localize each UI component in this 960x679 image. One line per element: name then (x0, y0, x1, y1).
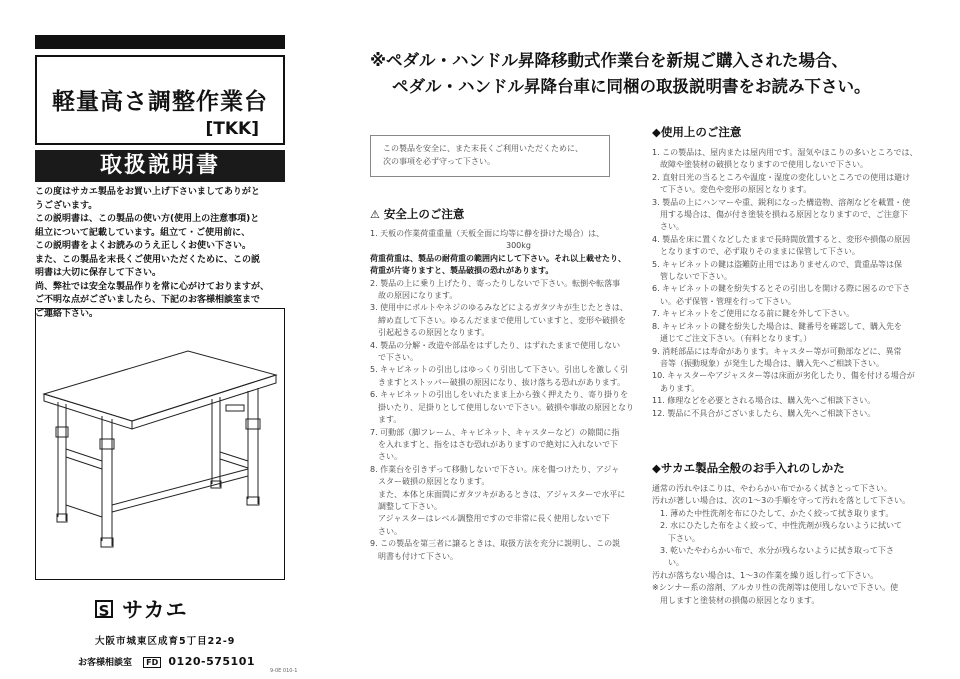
list-item: 4. 製品を床に置くなどしたままで長時間放置すると、変形や損傷の原因 (652, 234, 911, 244)
list-item: さい。 (652, 222, 684, 232)
list-item: 1. 天板の作業荷重重量（天板全面に均等に静を掛けた場合）は、 (370, 229, 605, 238)
list-item: 8. 作業台を引きずって移動しないで下さい。床を傷つけたり、アジャ (370, 464, 620, 474)
list-item: 故の原因になります。 (370, 291, 458, 301)
title-box (35, 55, 285, 145)
list-item: 2. 製品の上に乗り上げたり、寄ったりしないで下さい。転倒や転落事 (370, 278, 621, 288)
list-item: 荷重荷重は、製品の耐荷重の範囲内にして下さい。それ以上載せたり、 (370, 253, 626, 263)
intro-line: ご連絡下さい。 (35, 308, 99, 319)
list-item: 6. キャビネットの引出しをいれたまま上から強く押えたり、寄り掛りを (370, 390, 629, 400)
list-item: 300kg (370, 241, 531, 251)
list-item: 管しないで下さい。 (652, 272, 732, 282)
list-item: となりますので、必ず取りそのままに保管して下さい。 (652, 247, 860, 257)
note-line: 次の事項を必ず守って下さい。 (383, 157, 495, 166)
intro-line: 尚、弊社では安全な製品作りを常に心がけておりますが、 (35, 281, 270, 292)
list-item: 4. 製品の分解・改造や部品をはずしたり、はずれたままで使用しない (370, 340, 621, 350)
note-box (370, 135, 610, 177)
product-title: 軽量高さ調整作業台 (52, 89, 268, 115)
list-item: を入れますと、指をはさむ恐れがありますので絶対に入れないで下 (370, 439, 618, 449)
list-item: 音等（振動現象）が発生した場合は、購入先へご相談下さい。 (652, 358, 884, 368)
notice-line: ペダル・ハンドル昇降台車に同梱の取扱説明書をお読み下さい。 (392, 77, 871, 96)
list-item: 12. 製品に不具合がございましたら、購入先へご相談下さい。 (652, 408, 876, 418)
list-item: 11. 修理などを必要とされる場合は、購入先へご相談下さい。 (652, 396, 876, 406)
list-item: 1. この製品は、屋内または屋内用です。湿気やほこりの多いところでは、 (652, 148, 918, 157)
list-item: 下さい。 (652, 533, 700, 543)
intro-line: この説明書をよくお読みのうえ正しくお使い下さい。 (35, 241, 252, 251)
list-item: また、本体と床面間にガタツキがあるときは、アジャスターで水平に (370, 489, 626, 499)
list-item: 2. 直射日光の当るところや温度・湿度の変化しいところでの使用は避け (652, 172, 911, 182)
intro-line: この説明書は、この製品の使い方(使用上の注意事項)と (35, 214, 260, 224)
company-address: 大阪市城東区成育5丁目22-9 (95, 636, 236, 647)
list-item: 5. キャビネットの鍵は盗難防止用ではありませんので、貴重品等は保 (652, 259, 903, 269)
list-item: 荷重が片寄りますと、製品破損の恐れがあります。 (370, 266, 554, 276)
workbench-drawing (36, 309, 283, 578)
care-list (652, 483, 922, 607)
list-item: い。必ず保管・管理を行って下さい。 (652, 296, 796, 306)
list-item: 7. 可動部（脚フレーム、キャビネット、キャスターなど）の隙間に指 (370, 427, 620, 437)
safety-list (370, 228, 635, 563)
list-item: 用する場合は、傷が付き塗装を損ねる原因となりますので、ご注意下 (652, 210, 908, 220)
note-line: この製品を安全に、また末長くご利用いただくために、 (383, 144, 583, 153)
warning-icon: ⚠ (370, 208, 380, 221)
list-item: 用しますと塗装材の損傷の原因となります。 (652, 595, 820, 605)
product-model: [TKK] (205, 119, 259, 139)
intro-text (35, 186, 285, 321)
list-item: 故障や塗装材の破損となりますので使用しないで下さい。 (652, 160, 868, 170)
list-item: 10. キャスターやアジャスター等は床面が劣化したり、傷を付ける場合が (652, 371, 915, 381)
list-item: 3. 製品の上にハンマーや重、鋭利になった構造物、溶剤などを載置・使 (652, 197, 911, 207)
list-item: 締め直して下さい。ゆるんだままで使用していますと、変形や破損を (370, 315, 626, 325)
list-item: あります。 (652, 383, 700, 393)
list-item: 5. キャビネットの引出しはゆっくり引出して下さい。引出しを激しく引 (370, 365, 629, 375)
list-item: アジャスターはレベル調整用ですので非常に長く使用しないで下 (370, 514, 610, 524)
document-code: 9-0E 010-1 (270, 668, 298, 674)
list-item: 9. 消耗部品には寿命があります。キャスター等が可動部などに、異常 (652, 346, 902, 356)
intro-line: うございます。 (35, 200, 98, 211)
intro-line: この度はサカエ製品をお買い上げ下さいましてありがと (35, 187, 260, 197)
list-item: きますとストッパー破損の原因になり、抜け落ちる恐れがあります。 (370, 377, 626, 387)
free-dial-icon: FD (143, 657, 161, 668)
list-item: 通じてご注文下さい。（有料となります。） (652, 334, 812, 344)
list-item: 引起起きるの原因となります。 (370, 328, 490, 338)
contact-label: お客様相談室 (78, 658, 133, 668)
safety-heading (370, 206, 464, 222)
customer-contact (78, 655, 255, 668)
list-item: 汚れが著しい場合は、次の1～3の手順を守って汚れを落として下さい。 (652, 496, 911, 506)
list-item: 3. 使用中にボルトやネジのゆるみなどによるガタツキが生じたときは、 (370, 303, 628, 313)
list-item: 6. キャビネットの鍵を紛失するとその引出しを開ける際に困るので下さ (652, 284, 911, 294)
list-item: ます。 (370, 415, 402, 425)
list-item: 通常の汚れやほこりは、やわらかい布でかるく拭きとって下さい。 (652, 484, 892, 493)
usage-list (652, 147, 922, 420)
phone-number: 0120-575101 (168, 655, 256, 668)
list-item: い。 (652, 558, 684, 568)
notice-text (370, 48, 930, 100)
list-item: さい。 (370, 452, 402, 462)
intro-line: 組立について記載しています。組立て・ご使用前に、 (35, 227, 251, 238)
list-item: 調整して下さい。 (370, 501, 442, 511)
intro-line: 明書は大切に保存して下さい。 (35, 268, 162, 278)
list-item: 掛いたり、足掛りとして使用しないで下さい。破損や事故の原因となり (370, 402, 634, 412)
top-black-bar (35, 35, 285, 49)
list-item: 7. キャビネットをご使用になる前に鍵を外して下さい。 (652, 309, 855, 319)
workbench-illustration (35, 308, 285, 580)
list-item: 8. キャビネットの鍵を紛失した場合は、鍵番号を確認して、購入先を (652, 321, 903, 331)
intro-line: ご不明な点がございましたら、下記のお客様相談室まで (35, 295, 261, 305)
company-name: サカエ (122, 598, 188, 622)
safety-heading-text: 安全上のご注意 (383, 207, 465, 221)
usage-heading: ◆使用上のご注意 (652, 125, 742, 139)
list-item: で下さい。 (370, 353, 418, 363)
notice-line: ※ペダル・ハンドル昇降移動式作業台を新規ご購入された場合、 (370, 51, 849, 70)
intro-line: また、この製品を末長くご使用いただくために、この説 (35, 254, 261, 265)
manual-label: 取扱説明書 (35, 150, 285, 182)
sakae-logo-icon: S (95, 600, 113, 618)
list-item: 1. 薄めた中性洗剤を布にひたして、かたく絞って拭き取ります。 (652, 508, 894, 518)
company-logo (95, 594, 188, 624)
list-item: ※シンナー系の溶剤、アルカリ性の洗剤等は使用しないで下さい。使 (652, 583, 899, 593)
list-item: て下さい。変色や変形の原因となります。 (652, 185, 812, 195)
list-item: 汚れが落ちない場合は、1～3の作業を繰り返し行って下さい。 (652, 570, 879, 580)
list-item: スター破損の原因となります。 (370, 477, 490, 487)
list-item: さい。 (370, 526, 402, 536)
care-heading: ◆サカエ製品全般のお手入れのしかた (652, 461, 845, 475)
list-item: 9. この製品を第三者に譲るときは、取扱方法を充分に説明し、この説 (370, 539, 621, 549)
list-item: 2. 水にひたした布をよく絞って、中性洗剤が残らないように拭いて (652, 521, 903, 531)
list-item: 明書も付けて下さい。 (370, 551, 458, 561)
list-item: 3. 乾いたやわらかい布で、水分が残らないように拭き取って下さ (652, 546, 895, 556)
